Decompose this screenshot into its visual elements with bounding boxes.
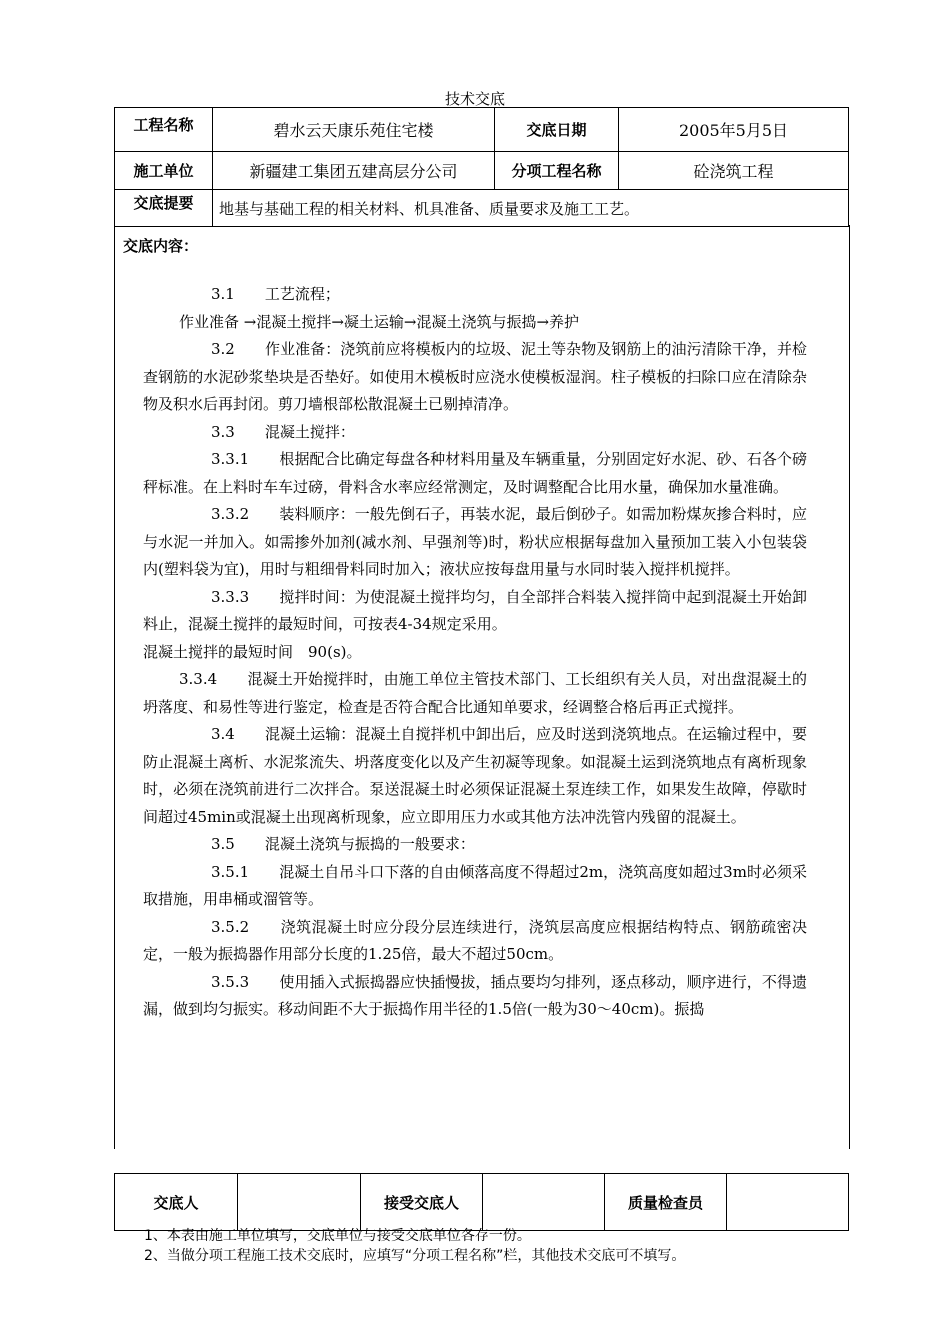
presenter-label: 交底人 — [115, 1174, 238, 1231]
paragraph: 3.5.2 浇筑混凝土时应分段分层连续进行，浇筑层高度应根据结构特点、钢筋疏密决定，一般为振捣器作用部分长度的1.25倍，最大不超过50cm。 — [143, 917, 807, 963]
receiver-field[interactable] — [483, 1174, 605, 1231]
paragraph: 作业准备 →混凝土搅拌→凝土运输→混凝土浇筑与振捣→养护 — [179, 312, 580, 331]
header-table — [114, 107, 849, 227]
paragraph: 3.1 工艺流程； — [211, 285, 340, 303]
document-title: 技术交底 — [444, 90, 505, 108]
paragraph: 3.5.1 混凝土自吊斗口下落的自由倾落高度不得超过2m，浇筑高度如超过3m时必须采取措施，用串桶或溜管等。 — [143, 862, 807, 908]
footnote: 2、当做分项工程施工技术交底时，应填写“分项工程名称”栏，其他技术交底可不填写。 — [144, 1248, 686, 1264]
paragraph: 3.3.4 混凝土开始搅拌时，由施工单位主管技术部门、工长组织有关人员，对出盘混凝土的坍落度、和易性等进行鉴定，检查是否符合配合比通知单要求，经调整合格后再正式搅拌。 — [143, 670, 807, 716]
inspector-field[interactable] — [727, 1174, 849, 1231]
receiver-label: 接受交底人 — [361, 1174, 483, 1231]
inspector-label: 质量检查员 — [605, 1174, 727, 1231]
project-name-value: 碧水云天康乐苑住宅楼 — [213, 108, 495, 152]
paragraph: 3.5.3 使用插入式振捣器应快插慢拔，插点要均匀排列，逐点移动，顺序进行，不得遗漏，做到均匀振实。移动间距不大于振捣作用半径的1.5倍(一般为30～40cm)。振捣 — [143, 972, 807, 1018]
content-body — [143, 281, 807, 1024]
paragraph: 3.3.3 搅拌时间：为使混凝土搅拌均匀，自全部拌合料装入搅拌筒中起到混凝土开始卸料止，混凝土搅拌的最短时间，可按表4-34规定采用。 — [143, 587, 807, 633]
paragraph: 3.4 混凝土运输：混凝土自搅拌机中卸出后，应及时送到浇筑地点。在运输过程中，要防止混凝土离析、水泥浆流失、坍落度变化以及产生初凝等现象。如混凝土运到浇筑地点有离析现象时，必须在浇筑前进行二次拌合。泵送混凝土时必须保证混凝土泵连续工作，如果发生故障，停歇时间超过45min或混凝土出现离析现象，应立即用压力水或其他方法冲洗管内残留的混凝土。 — [143, 725, 807, 826]
subitem-value: 砼浇筑工程 — [619, 152, 849, 190]
summary-label: 交底提要 — [115, 190, 213, 227]
paragraph: 3.3.1 根据配合比确定每盘各种材料用量及车辆重量，分别固定好水泥、砂、石各个磅秤标准。在上料时车车过磅，骨料含水率应经常测定，及时调整配合比用水量，确保加水量准确。 — [143, 450, 807, 496]
footnote: 1、本表由施工单位填写，交底单位与接受交底单位各存一份。 — [144, 1228, 531, 1244]
project-name-label: 工程名称 — [115, 108, 213, 152]
date-label: 交底日期 — [495, 108, 619, 152]
subitem-label: 分项工程名称 — [495, 152, 619, 190]
paragraph: 混凝土搅拌的最短时间 90(s)。 — [143, 642, 362, 661]
date-value: 2005年5月5日 — [619, 108, 849, 152]
content-label: 交底内容： — [123, 237, 199, 255]
footnotes — [144, 1226, 685, 1266]
signature-table — [114, 1173, 849, 1231]
paragraph: 3.2 作业准备：浇筑前应将模板内的垃圾、泥土等杂物及钢筋上的油污清除干净，并检查钢筋的水泥砂浆垫块是否垫好。如使用木模板时应浇水使模板湿润。柱子模板的扫除口应在清除杂物及积水后再封闭。剪刀墙根部松散混凝土已剔掉清净。 — [143, 340, 807, 413]
summary-value: 地基与基础工程的相关材料、机具准备、质量要求及施工工艺。 — [213, 190, 849, 227]
paragraph: 3.3 混凝土搅拌： — [211, 422, 355, 441]
presenter-field[interactable] — [238, 1174, 361, 1231]
content-area — [114, 225, 850, 1149]
paragraph: 3.3.2 装料顺序：一般先倒石子，再装水泥，最后倒砂子。如需加粉煤灰掺合料时，应与水泥一并加入。如需掺外加剂(减水剂、早强剂等)时，粉状应根据每盘加入量预加工装入小包装袋内(塑料袋为宜)，用时与粗细骨料同时加入；液状应按每盘用量与水同时装入搅拌机搅拌。 — [143, 505, 807, 578]
paragraph: 3.5 混凝土浇筑与振捣的一般要求： — [211, 835, 475, 853]
unit-value: 新疆建工集团五建高层分公司 — [213, 152, 495, 190]
unit-label: 施工单位 — [115, 152, 213, 190]
